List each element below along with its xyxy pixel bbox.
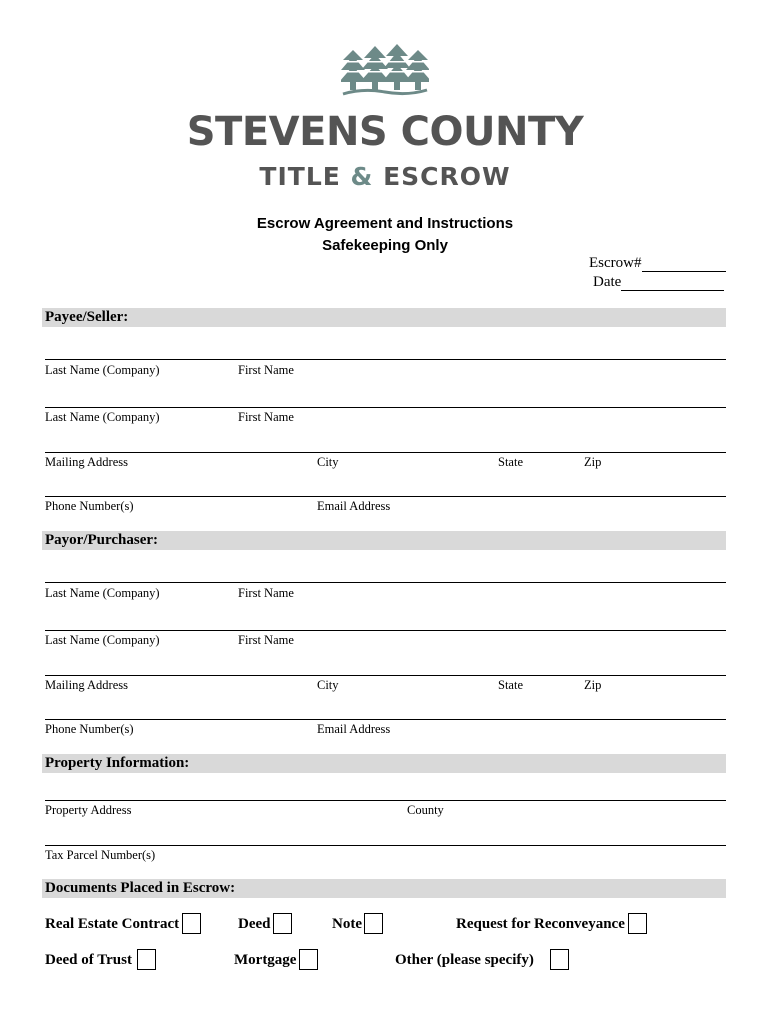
property-address-line[interactable] [45,800,726,801]
logo-subtitle [0,160,770,194]
payor-phone-label: Phone Number(s) [45,722,134,736]
doc-reconveyance-label: Request for Reconveyance [456,916,625,932]
payor-address-line[interactable] [45,675,726,676]
section-documents-title: Documents Placed in Escrow: [45,880,236,896]
payee-email-label: Email Address [317,499,391,513]
escrow-number-field[interactable] [589,255,726,272]
payee-zip-label: Zip [584,455,602,469]
section-documents [42,879,726,898]
payee-contact-line[interactable] [45,496,726,497]
doc-deed-of-trust-checkbox[interactable] [137,949,156,970]
payee-phone-label: Phone Number(s) [45,499,134,513]
payee-name1-line[interactable] [45,359,726,360]
section-property-information [42,754,726,773]
payor-last-name2-label: Last Name (Company) [45,633,160,647]
doc-reconveyance-checkbox[interactable] [628,913,647,934]
payor-mailing-address-label: Mailing Address [45,678,128,692]
doc-deed-label: Deed [238,916,271,932]
payee-first-name-label: First Name [238,363,294,377]
property-address-label: Property Address [45,803,132,817]
date-label: Date [593,274,622,290]
doc-mortgage-checkbox[interactable] [299,949,318,970]
tax-parcel-label: Tax Parcel Number(s) [45,848,156,862]
payee-name2-line[interactable] [45,407,726,408]
logo-subtitle-amp: & [350,162,374,191]
date-field[interactable] [593,274,724,291]
escrow-number-line[interactable] [642,257,726,272]
payor-first-name2-label: First Name [238,633,294,647]
payor-first-name-label: First Name [238,586,294,600]
doc-deed-checkbox[interactable] [273,913,292,934]
doc-real-estate-contract-label: Real Estate Contract [45,916,180,932]
doc-other-checkbox[interactable] [550,949,569,970]
payee-state-label: State [498,455,523,469]
payor-name1-line[interactable] [45,582,726,583]
doc-deed-of-trust-label: Deed of Trust [45,952,132,968]
logo-company-name: STEVENS COUNTY [186,109,584,155]
escrow-number-label: Escrow# [589,255,642,271]
payor-last-name-label: Last Name (Company) [45,586,160,600]
doc-note-checkbox[interactable] [364,913,383,934]
payee-first-name2-label: First Name [238,410,294,424]
section-property-information-title: Property Information: [45,755,190,771]
payor-state-label: State [498,678,523,692]
doc-real-estate-contract-checkbox[interactable] [182,913,201,934]
tax-parcel-line[interactable] [45,845,726,846]
payee-city-label: City [317,455,339,469]
section-payor-purchaser [42,531,726,550]
doc-note-label: Note [332,916,362,932]
section-payee-seller-title: Payee/Seller: [45,309,129,325]
page-subtitle: Safekeeping Only [322,237,448,254]
payor-name2-line[interactable] [45,630,726,631]
section-payee-seller [42,308,726,327]
date-line[interactable] [621,276,724,291]
payee-address-line[interactable] [45,452,726,453]
payee-mailing-address-label: Mailing Address [45,455,128,469]
payee-last-name-label: Last Name (Company) [45,363,160,377]
logo-subtitle-title: TITLE [259,162,341,191]
payor-contact-line[interactable] [45,719,726,720]
logo-trees-icon [341,44,429,98]
page-title: Escrow Agreement and Instructions [256,215,514,232]
doc-mortgage-label: Mortgage [234,952,297,968]
payor-email-label: Email Address [317,722,391,736]
payee-last-name2-label: Last Name (Company) [45,410,160,424]
logo-subtitle-escrow: ESCROW [383,162,511,191]
doc-other-label: Other (please specify) [395,952,534,968]
section-payor-purchaser-title: Payor/Purchaser: [45,532,159,548]
property-county-label: County [407,803,444,817]
payor-zip-label: Zip [584,678,602,692]
payor-city-label: City [317,678,339,692]
